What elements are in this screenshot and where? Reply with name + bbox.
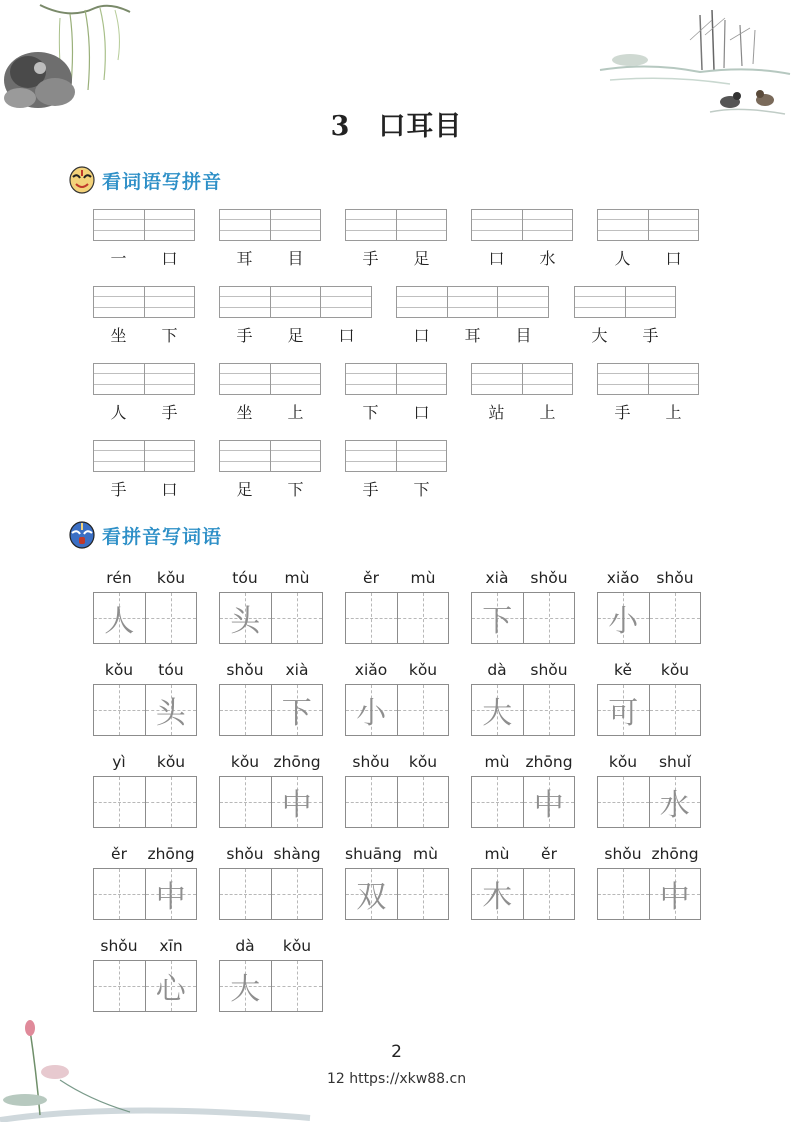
pinyin-cell[interactable] — [649, 210, 699, 240]
pinyin-syllable: zhōng — [525, 753, 573, 771]
hanzi-char: 足 — [413, 248, 430, 268]
pinyin-answer-box[interactable] — [219, 209, 321, 241]
pinyin-syllable: xiǎo — [354, 661, 388, 679]
pinyin-cell[interactable] — [271, 364, 321, 394]
pinyin-cell[interactable] — [472, 364, 523, 394]
tianzige-cell[interactable] — [94, 961, 146, 1011]
hanzi-char: 口 — [338, 325, 355, 345]
tianzige-cell[interactable] — [346, 869, 398, 919]
tianzige-cell[interactable] — [398, 593, 449, 643]
tianzige-cell[interactable] — [272, 869, 323, 919]
trace-character: 小 — [608, 604, 639, 639]
tianzige-cell[interactable] — [472, 593, 524, 643]
hanzi-char: 手 — [642, 325, 659, 345]
pinyin-prompt — [345, 568, 449, 588]
tianzige-answer-box[interactable] — [219, 960, 323, 1012]
pinyin-syllable: xià — [485, 569, 509, 587]
hanzi-char: 口 — [161, 248, 178, 268]
lesson-number: 3 — [330, 111, 351, 142]
tianzige-cell[interactable] — [524, 869, 575, 919]
section1-header — [68, 165, 222, 195]
pinyin-cell[interactable] — [145, 364, 195, 394]
pinyin-cell[interactable] — [397, 287, 448, 317]
tianzige-answer-box[interactable] — [597, 868, 701, 920]
tianzige-cell[interactable] — [472, 869, 524, 919]
pinyin-cell[interactable] — [598, 364, 649, 394]
word-characters — [93, 477, 195, 499]
tianzige-cell[interactable] — [598, 777, 650, 827]
pinyin-cell[interactable] — [220, 210, 271, 240]
hanzi-char: 大 — [591, 325, 608, 345]
tianzige-answer-box[interactable] — [471, 684, 575, 736]
pinyin-cell[interactable] — [523, 210, 573, 240]
tianzige-answer-box[interactable] — [345, 868, 449, 920]
pinyin-answer-box[interactable] — [597, 363, 699, 395]
lesson-title — [0, 104, 793, 143]
hanzi-char: 人 — [110, 402, 127, 422]
word-characters — [219, 400, 321, 422]
pinyin-cell[interactable] — [94, 210, 145, 240]
tianzige-cell[interactable] — [272, 685, 323, 735]
pinyin-prompt — [219, 936, 323, 956]
pinyin-syllable: shǒu — [530, 661, 568, 679]
pinyin-prompt — [93, 752, 197, 772]
tianzige-cell[interactable] — [598, 593, 650, 643]
tianzige-cell[interactable] — [398, 685, 449, 735]
pinyin-syllable: ěr — [111, 845, 127, 863]
pinyin-syllable: shǒu — [352, 753, 390, 771]
word-characters — [471, 400, 573, 422]
hanzi-char: 站 — [488, 402, 505, 422]
pinyin-answer-box[interactable] — [219, 286, 372, 318]
pinyin-syllable: kǒu — [230, 753, 260, 771]
trace-character: 木 — [482, 880, 513, 915]
pinyin-syllable: mù — [484, 753, 510, 771]
pinyin-syllable: kě — [614, 661, 632, 679]
pinyin-prompt — [93, 568, 197, 588]
tianzige-cell[interactable] — [220, 685, 272, 735]
pinyin-cell[interactable] — [145, 210, 195, 240]
pinyin-prompt — [471, 844, 575, 864]
tianzige-cell[interactable] — [398, 869, 449, 919]
pinyin-cell[interactable] — [523, 364, 573, 394]
hanzi-char: 耳 — [464, 325, 481, 345]
hanzi-char: 一 — [110, 248, 127, 268]
tianzige-cell[interactable] — [650, 777, 701, 827]
hanzi-char: 下 — [161, 325, 178, 345]
hanzi-char: 手 — [236, 325, 253, 345]
trace-character: 双 — [356, 880, 387, 915]
tianzige-answer-box[interactable] — [93, 592, 197, 644]
trace-character: 中 — [281, 788, 312, 823]
word-characters — [93, 400, 195, 422]
pinyin-prompt — [219, 660, 323, 680]
tianzige-answer-box[interactable] — [93, 960, 197, 1012]
pinyin-answer-box[interactable] — [396, 286, 549, 318]
tianzige-answer-box[interactable] — [597, 684, 701, 736]
word-characters — [219, 246, 321, 268]
trace-character: 下 — [482, 604, 513, 639]
trace-character: 中 — [155, 880, 186, 915]
pinyin-prompt — [93, 660, 197, 680]
tianzige-cell[interactable] — [346, 777, 398, 827]
section1-heading: 看词语写拼音 — [102, 170, 223, 193]
trace-character: 可 — [608, 696, 639, 731]
hanzi-char: 目 — [515, 325, 532, 345]
hanzi-char: 下 — [287, 479, 304, 499]
pinyin-answer-box[interactable] — [219, 440, 321, 472]
tianzige-cell[interactable] — [220, 777, 272, 827]
pinyin-syllable: shuāng — [345, 845, 402, 863]
pinyin-syllable: mù — [410, 569, 436, 587]
tianzige-answer-box[interactable] — [471, 592, 575, 644]
hanzi-char: 口 — [665, 248, 682, 268]
tianzige-answer-box[interactable] — [93, 776, 197, 828]
pinyin-syllable: shuǐ — [658, 753, 692, 771]
pinyin-prompt — [93, 844, 197, 864]
pinyin-cell[interactable] — [145, 441, 195, 471]
tianzige-cell[interactable] — [220, 869, 272, 919]
pinyin-prompt — [219, 568, 323, 588]
hanzi-char: 足 — [287, 325, 304, 345]
trace-character: 中 — [533, 788, 564, 823]
hanzi-char: 手 — [614, 402, 631, 422]
tianzige-cell[interactable] — [272, 961, 323, 1011]
pinyin-syllable: shǒu — [604, 845, 642, 863]
trace-character: 头 — [155, 696, 186, 731]
pinyin-syllable: shǒu — [226, 845, 264, 863]
pinyin-cell[interactable] — [397, 364, 447, 394]
hanzi-char: 手 — [161, 402, 178, 422]
pinyin-cell[interactable] — [575, 287, 626, 317]
hanzi-char: 口 — [413, 325, 430, 345]
pinyin-syllable: kǒu — [608, 753, 638, 771]
word-characters — [345, 400, 447, 422]
tianzige-cell[interactable] — [94, 685, 146, 735]
pinyin-syllable: kǒu — [282, 937, 312, 955]
pinyin-syllable: dà — [487, 661, 507, 679]
pinyin-syllable: tóu — [158, 661, 184, 679]
tianzige-cell[interactable] — [650, 685, 701, 735]
trace-character: 头 — [230, 604, 261, 639]
pinyin-syllable: xīn — [159, 937, 183, 955]
tianzige-cell[interactable] — [146, 869, 197, 919]
pinyin-syllable: kǒu — [104, 661, 134, 679]
tianzige-cell[interactable] — [272, 593, 323, 643]
pinyin-cell[interactable] — [220, 287, 271, 317]
pinyin-syllable: mù — [412, 845, 438, 863]
hanzi-char: 手 — [362, 479, 379, 499]
tianzige-cell[interactable] — [524, 593, 575, 643]
pinyin-cell[interactable] — [448, 287, 499, 317]
pinyin-syllable: xiǎo — [606, 569, 640, 587]
tianzige-cell[interactable] — [346, 593, 398, 643]
tianzige-cell[interactable] — [598, 869, 650, 919]
pinyin-answer-box[interactable] — [471, 209, 573, 241]
pinyin-syllable: yì — [112, 753, 126, 771]
tianzige-answer-box[interactable] — [219, 592, 323, 644]
tianzige-cell[interactable] — [650, 869, 701, 919]
tianzige-answer-box[interactable] — [471, 776, 575, 828]
trace-character: 大 — [482, 696, 513, 731]
pinyin-answer-box[interactable] — [345, 209, 447, 241]
pinyin-prompt — [597, 660, 701, 680]
tianzige-cell[interactable] — [398, 777, 449, 827]
tianzige-answer-box[interactable] — [471, 868, 575, 920]
pinyin-syllable: shàng — [273, 845, 321, 863]
tianzige-cell[interactable] — [94, 869, 146, 919]
tianzige-cell[interactable] — [472, 777, 524, 827]
pinyin-syllable: shǒu — [100, 937, 138, 955]
pinyin-cell[interactable] — [271, 441, 321, 471]
hanzi-char: 手 — [362, 248, 379, 268]
pinyin-answer-box[interactable] — [93, 209, 195, 241]
word-characters — [219, 323, 372, 345]
hanzi-char: 上 — [665, 402, 682, 422]
tianzige-cell[interactable] — [146, 593, 197, 643]
trace-character: 下 — [281, 696, 312, 731]
pinyin-answer-box[interactable] — [93, 286, 195, 318]
pinyin-prompt — [345, 660, 449, 680]
tianzige-cell[interactable] — [598, 685, 650, 735]
tianzige-answer-box[interactable] — [345, 592, 449, 644]
pinyin-cell[interactable] — [94, 364, 145, 394]
pinyin-answer-box[interactable] — [93, 363, 195, 395]
tianzige-cell[interactable] — [220, 961, 272, 1011]
pinyin-syllable: shǒu — [656, 569, 694, 587]
hanzi-char: 目 — [287, 248, 304, 268]
word-characters — [574, 323, 676, 345]
hanzi-char: 下 — [413, 479, 430, 499]
pinyin-cell[interactable] — [271, 210, 321, 240]
word-characters — [597, 246, 699, 268]
section2-header — [68, 520, 222, 550]
pinyin-syllable: rén — [106, 569, 132, 587]
hanzi-char: 上 — [539, 402, 556, 422]
pinyin-syllable: shǒu — [226, 661, 264, 679]
word-characters — [219, 477, 321, 499]
word-characters — [597, 400, 699, 422]
hanzi-char: 口 — [161, 479, 178, 499]
pinyin-cell[interactable] — [346, 210, 397, 240]
pinyin-prompt — [597, 568, 701, 588]
page-number: 2 — [391, 1042, 402, 1062]
tianzige-cell[interactable] — [524, 777, 575, 827]
trace-character: 中 — [659, 880, 690, 915]
pinyin-syllable: mù — [484, 845, 510, 863]
opera-mask-blue-icon — [68, 521, 96, 549]
tianzige-answer-box[interactable] — [93, 868, 197, 920]
pinyin-prompt — [597, 844, 701, 864]
tianzige-answer-box[interactable] — [219, 868, 323, 920]
word-characters — [345, 477, 447, 499]
pinyin-prompt — [471, 752, 575, 772]
trace-character: 大 — [230, 972, 261, 1007]
hanzi-char: 水 — [539, 248, 556, 268]
pinyin-cell[interactable] — [346, 441, 397, 471]
pinyin-syllable: dà — [235, 937, 255, 955]
pinyin-prompt — [219, 752, 323, 772]
section2-heading: 看拼音写词语 — [102, 525, 223, 548]
pinyin-answer-box[interactable] — [345, 363, 447, 395]
pinyin-prompt — [345, 844, 449, 864]
word-characters — [93, 246, 195, 268]
pinyin-syllable: shǒu — [530, 569, 568, 587]
pinyin-cell[interactable] — [472, 210, 523, 240]
pinyin-cell[interactable] — [498, 287, 548, 317]
pinyin-cell[interactable] — [626, 287, 676, 317]
pinyin-cell[interactable] — [397, 210, 447, 240]
pinyin-syllable: xià — [285, 661, 309, 679]
hanzi-char: 口 — [413, 402, 430, 422]
tianzige-answer-box[interactable] — [219, 684, 323, 736]
pinyin-cell[interactable] — [220, 364, 271, 394]
hanzi-char: 坐 — [110, 325, 127, 345]
pinyin-cell[interactable] — [271, 287, 322, 317]
trace-character: 水 — [659, 788, 690, 823]
pinyin-syllable: tóu — [232, 569, 258, 587]
tianzige-cell[interactable] — [94, 777, 146, 827]
word-characters — [345, 246, 447, 268]
pinyin-cell[interactable] — [145, 287, 195, 317]
word-characters — [396, 323, 549, 345]
tianzige-cell[interactable] — [146, 961, 197, 1011]
hanzi-char: 坐 — [236, 402, 253, 422]
trace-character: 人 — [104, 604, 135, 639]
tianzige-cell[interactable] — [650, 593, 701, 643]
pinyin-cell[interactable] — [94, 441, 145, 471]
hanzi-char: 足 — [236, 479, 253, 499]
pinyin-cell[interactable] — [94, 287, 145, 317]
pinyin-syllable: kǒu — [408, 753, 438, 771]
pinyin-syllable: kǒu — [408, 661, 438, 679]
trace-character: 心 — [155, 972, 186, 1007]
pinyin-prompt — [597, 752, 701, 772]
pinyin-prompt — [471, 660, 575, 680]
tianzige-answer-box[interactable] — [219, 776, 323, 828]
pinyin-cell[interactable] — [598, 210, 649, 240]
footer-source: 12 https://xkw88.cn — [326, 1071, 467, 1087]
pinyin-cell[interactable] — [321, 287, 371, 317]
ink-lotus-decoration — [0, 1010, 320, 1122]
opera-mask-yellow-icon — [68, 166, 96, 194]
tianzige-answer-box[interactable] — [93, 684, 197, 736]
pinyin-syllable: zhōng — [273, 753, 321, 771]
pinyin-syllable: kǒu — [660, 661, 690, 679]
tianzige-answer-box[interactable] — [345, 684, 449, 736]
pinyin-answer-box[interactable] — [471, 363, 573, 395]
tianzige-cell[interactable] — [346, 685, 398, 735]
tianzige-cell[interactable] — [472, 685, 524, 735]
word-characters — [93, 323, 195, 345]
pinyin-cell[interactable] — [397, 441, 447, 471]
tianzige-cell[interactable] — [272, 777, 323, 827]
pinyin-prompt — [345, 752, 449, 772]
trace-character: 小 — [356, 696, 387, 731]
tianzige-cell[interactable] — [146, 685, 197, 735]
pinyin-answer-box[interactable] — [574, 286, 676, 318]
tianzige-answer-box[interactable] — [597, 776, 701, 828]
lesson-title-text: 口耳目 — [378, 111, 463, 142]
pinyin-syllable: ěr — [541, 845, 557, 863]
pinyin-answer-box[interactable] — [93, 440, 195, 472]
pinyin-syllable: kǒu — [156, 753, 186, 771]
pinyin-syllable: zhōng — [147, 845, 195, 863]
pinyin-answer-box[interactable] — [219, 363, 321, 395]
tianzige-cell[interactable] — [524, 685, 575, 735]
pinyin-cell[interactable] — [649, 364, 699, 394]
tianzige-cell[interactable] — [94, 593, 146, 643]
pinyin-prompt — [471, 568, 575, 588]
pinyin-answer-box[interactable] — [345, 440, 447, 472]
hanzi-char: 上 — [287, 402, 304, 422]
hanzi-char: 耳 — [236, 248, 253, 268]
pinyin-syllable: mù — [284, 569, 310, 587]
pinyin-prompt — [219, 844, 323, 864]
pinyin-answer-box[interactable] — [597, 209, 699, 241]
hanzi-char: 手 — [110, 479, 127, 499]
pinyin-cell[interactable] — [346, 364, 397, 394]
tianzige-answer-box[interactable] — [597, 592, 701, 644]
pinyin-prompt — [93, 936, 197, 956]
pinyin-syllable: kǒu — [156, 569, 186, 587]
pinyin-syllable: ěr — [363, 569, 379, 587]
hanzi-char: 人 — [614, 248, 631, 268]
word-characters — [471, 246, 573, 268]
pinyin-syllable: zhōng — [651, 845, 699, 863]
hanzi-char: 口 — [488, 248, 505, 268]
hanzi-char: 下 — [362, 402, 379, 422]
tianzige-cell[interactable] — [220, 593, 272, 643]
pinyin-cell[interactable] — [220, 441, 271, 471]
tianzige-answer-box[interactable] — [345, 776, 449, 828]
tianzige-cell[interactable] — [146, 777, 197, 827]
